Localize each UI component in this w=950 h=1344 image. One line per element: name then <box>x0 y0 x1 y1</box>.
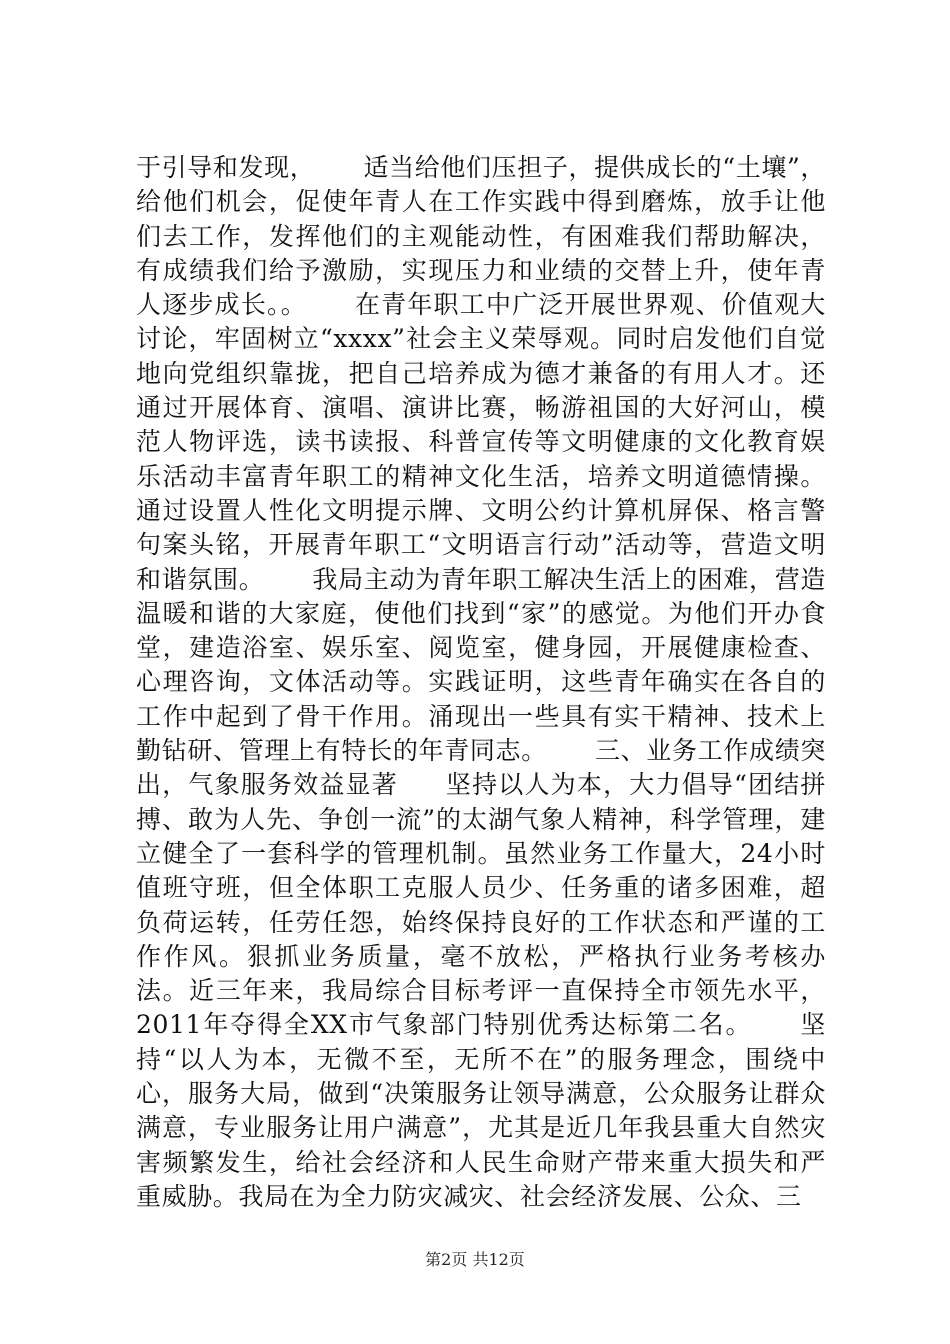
text-line: 严重威胁。我局在为全力防灾减灾、社会经济发展、公众、三 <box>136 1147 826 1211</box>
text-line: 坚持以人为本，大力倡导“团结拼搏、敢为人先、争创一 <box>136 770 826 834</box>
text-line: 然灾害频繁发生，给社会经济和人民生命财产带来重大损失和 <box>136 1113 826 1177</box>
text-line: 特长的年青同志。 <box>341 736 547 766</box>
text-line: 励，实现压力和业绩的交替上升，使年青人逐步成长。。 <box>136 255 826 320</box>
text-line: 把自己培养成为德才兼备的有用人才。还通过开展体育、演唱、 <box>136 358 826 423</box>
text-line: 科普宣传等文明健康的文化教育娱乐活动丰富青年职工的精神 <box>136 427 826 491</box>
page-number-label: 第2页 共12页 <box>425 1250 525 1269</box>
text-line: 三、业务工作成绩突出，气象服务效益显著 <box>136 736 826 800</box>
text-line: 体活动等。实践证明，这些青年确实在各自的工作中起到了骨 <box>136 667 826 731</box>
text-line: 促使年青人在工作实践中得到磨炼，放手让他们去工作，发挥 <box>136 187 826 251</box>
text-line: 理机制。虽然业务工作量大，24小时值班守班，但全体职工克 <box>136 838 826 903</box>
text-line: 演讲比赛，畅游祖国的大好河山，模范人物评选，读书读报、 <box>136 393 826 457</box>
text-line: 流”的太湖气象人精神，科学管理，建立健全了一套科学的管 <box>136 804 826 868</box>
text-line: 我局主动为青年职工解决生活上的困难，营造温暖和谐的 <box>136 564 826 628</box>
text-line: 服人员少、任务重的诸多困难，超负荷运转，任劳任怨，始终 <box>136 873 826 937</box>
text-line: 放松，严格执行业务考核办法。近三年来，我局综合目标考评 <box>136 941 827 1006</box>
text-line: 他们的主观能动性，有困难我们帮助解决，有成绩我们给予激 <box>136 221 826 285</box>
text-line: 干作用。涌现出一些具有实干精神、技术上勤钻研、管理上有 <box>136 701 826 766</box>
text-line: 于引导和发现， <box>136 153 316 182</box>
text-line: 保持良好的工作状态和严谨的工作作风。狠抓业务质量，毫不 <box>136 907 827 971</box>
text-line: 文化生活，培养文明道德情操。通过设置人性化文明提示牌、 <box>136 461 827 525</box>
text-line: 适当给他们压担子，提供成长的“土壤”，给他们机会， <box>136 153 826 217</box>
page-footer <box>0 1247 950 1270</box>
text-line: “xxxx”社会主义荣辱观。同时启发他们自觉地向党组织靠拢， <box>136 324 826 388</box>
text-line: 语言行动”活动等，营造文明和谐氛围。 <box>136 530 826 594</box>
text-line: 室、娱乐室、阅览室，健身园，开展健康检查、心理咨询，文 <box>136 633 826 697</box>
text-line: 坚持“以人为本，无微不至，无所不在”的服务理念，围 <box>136 1010 827 1074</box>
text-line: 绕中心，服务大局，做到“决策服务让领导满意，公众服务让 <box>136 1044 826 1109</box>
text-line: 在青年职工中广泛开展世界观、价值观大讨论，牢固树立 <box>136 290 826 354</box>
text-line: 文明公约计算机屏保、格言警句案头铭，开展青年职工“文明 <box>136 495 826 560</box>
document-body <box>136 151 826 1214</box>
text-line: 一直保持全市领先水平，2011年夺得全XX市气象部门特别优秀 <box>136 976 826 1040</box>
text-line: 群众满意，专业服务让用户满意”，尤其是近几年我县重大自 <box>136 1079 826 1143</box>
text-line: 达标第二名。 <box>591 1010 753 1040</box>
text-line: 大家庭，使他们找到“家”的感觉。为他们开办食堂，建造浴 <box>136 598 826 663</box>
